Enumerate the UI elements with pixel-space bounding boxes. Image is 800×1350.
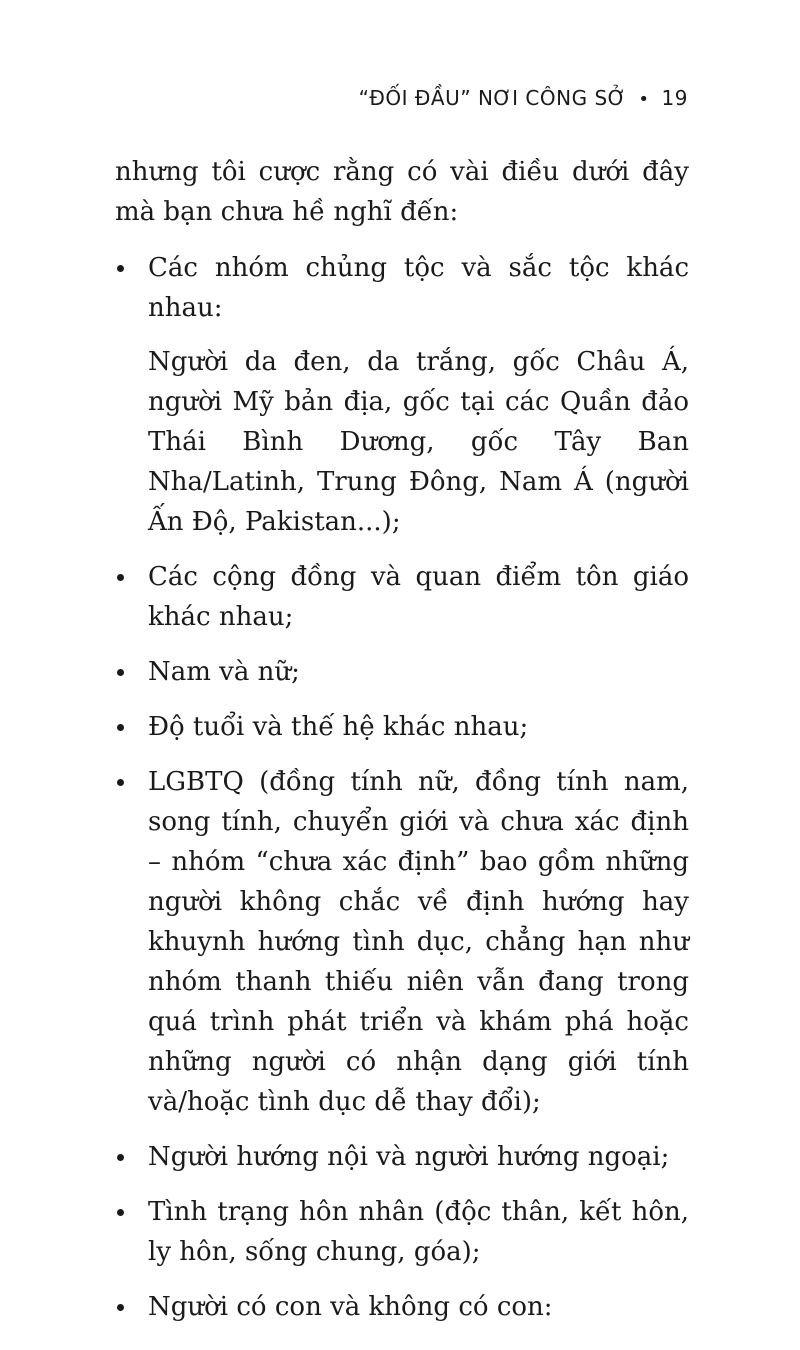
list-item-text: Nam và nữ; [148,657,300,687]
list-item [115,1137,689,1177]
list-item-text: Người hướng nội và người hướng ngoại; [148,1142,670,1172]
bullet-icon [117,669,124,676]
bullet-icon [117,1209,124,1216]
bullet-icon [117,779,124,786]
list-item-text: Các cộng đồng và quan điểm tôn giáo khác nhau; [148,562,689,632]
running-header [359,86,688,110]
list-item-text: Người có con và không có con: [148,1292,553,1322]
bullet-icon [117,1304,124,1311]
bullet-icon [117,265,124,272]
bullet-list [115,248,689,1342]
intro-paragraph: nhưng tôi cược rằng có vài điều dưới đây mà bạn chưa hề nghĩ đến: [115,157,689,227]
list-item [115,707,689,747]
list-item [115,248,689,542]
bullet-icon [117,1154,124,1161]
list-item-text: Tình trạng hôn nhân (độc thân, kết hôn, ly hôn, sống chung, góa); [148,1197,689,1267]
list-item [115,557,689,637]
list-item [115,1192,689,1272]
list-item-text: Các nhóm chủng tộc và sắc tộc khác nhau: [148,253,689,323]
list-item [115,1287,689,1327]
list-item [115,762,689,1122]
list-item [115,652,689,692]
header-separator: • [638,89,650,110]
list-item-subtext: Người da đen, da trắng, gốc Châu Á, người Mỹ bản địa, gốc tại các Quần đảo Thái Bình Dương, gốc Tây Ban Nha/Latinh, Trung Đông, Nam Á (người Ấn Độ, Pakistan...); [148,347,689,537]
running-title: “ĐỐI ĐẦU” NƠI CÔNG SỞ [358,86,627,110]
bullet-icon [117,574,124,581]
list-item-text: Độ tuổi và thế hệ khác nhau; [148,712,529,742]
bullet-icon [117,724,124,731]
page-number: 19 [661,86,688,110]
list-item-text: LGBTQ (đồng tính nữ, đồng tính nam, song tính, chuyển giới và chưa xác định – nhóm “chưa xác định” bao gồm những người không chắc về định hướng hay khuynh hướng tình dục, chẳng hạn như nhóm thanh thiếu niên vẫn đang trong quá trình phát triển và khám phá hoặc những người có nhận dạng giới tính và/hoặc tình dục dễ thay đổi); [148,767,689,1117]
